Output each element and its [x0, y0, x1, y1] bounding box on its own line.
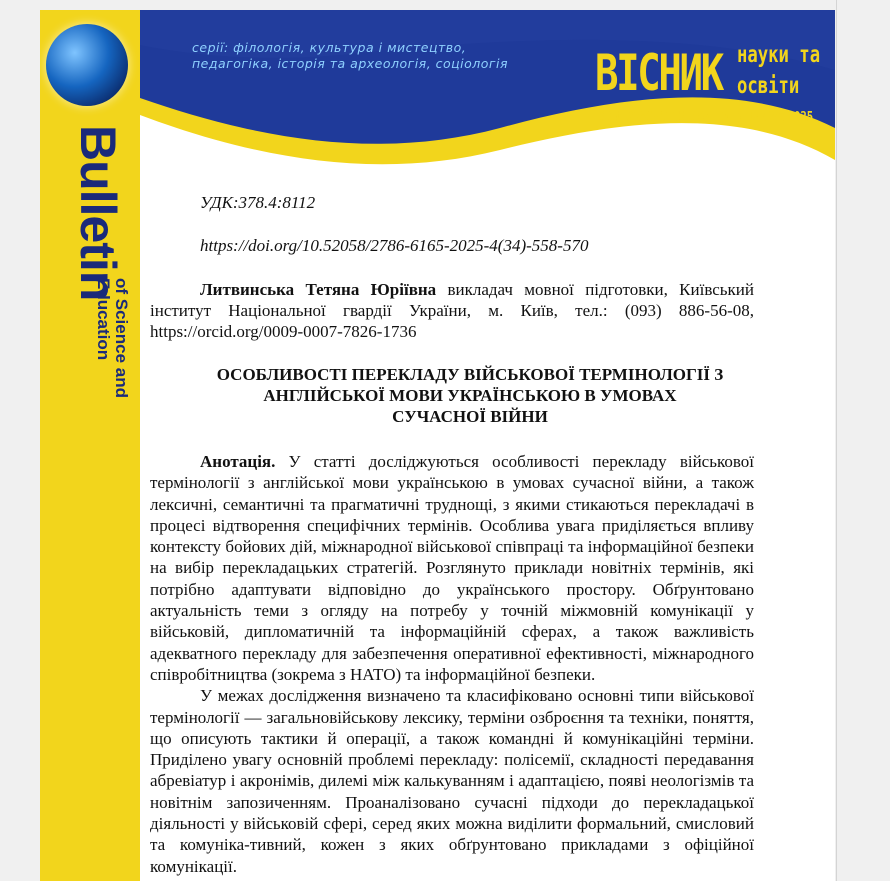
logo-side-bottom: освіти	[737, 73, 800, 99]
issn-issue: ISSN 2786-6165 (ONLINE) №4(34)2025	[595, 110, 814, 125]
side-sub-line2: Education	[94, 278, 114, 361]
side-sub-line1: of Science and	[112, 278, 131, 398]
journal-side-strip	[40, 10, 140, 881]
series-line1: серії: філологія, культура і мистецтво,	[192, 40, 467, 55]
abstract-paragraph-2: У межах дослідження визначено та класифіковано основні типи військової термінології — загальновійськову лексику, терміни озброєння та техніки, поняття, що описують тактики й операції, а також командні й комунікаційні терміни. Приділено увагу основній проблемі перекладу: полісемії, складності передавання абревіатур і акронімів, дилемі між калькуванням і адаптацією, появі неологізмів та новітнім запозиченням. Проаналізовано сучасні підходи до перекладацької діяльності у військовій сфері, серед яких можна виділити формальний, смисловий та комуніка-тивний, кожен з яких обґрунтовано прикладами з офіційної комунікації.	[150, 686, 754, 876]
logo-side-top: науки та	[737, 42, 821, 68]
udc-code: УДК:378.4:8112	[200, 193, 316, 212]
logo-main-word: ВІСНИК	[595, 44, 722, 102]
journal-logo	[595, 38, 820, 134]
abstract	[150, 451, 754, 877]
article-title	[150, 364, 790, 427]
title-line1: ОСОБЛИВОСТІ ПЕРЕКЛАДУ ВІЙСЬКОВОЇ ТЕРМІНОЛОГІЇ З	[216, 365, 724, 384]
page-edge-divider	[836, 0, 837, 881]
journal-header-banner	[140, 10, 835, 200]
title-line2: АНГЛІЙСЬКОЇ МОВИ УКРАЇНСЬКОЮ В УМОВАХ	[263, 386, 677, 405]
series-line2: педагогіка, історія та археологія, соціологія	[192, 56, 508, 71]
document-page	[40, 10, 835, 881]
author-info	[150, 279, 754, 342]
title-line3: СУЧАСНОЇ ВІЙНИ	[392, 407, 548, 426]
author-details: викладач мовної підготовки, Київський інститут Національної гвардії України, м. Київ, тел.: (093) 886-56-08, https://orcid.org/0009-0007-7826-1736	[150, 280, 754, 341]
author-name: Литвинська Тетяна Юріївна	[200, 280, 437, 299]
abstract-p1-text: У статті досліджуються особливості перекладу військової термінології з англійської мови українською в умовах сучасної війни, а також лексичні, семантичні та прагматичні труднощі, з якими стикаються перекладачі в процесі відтворення специфічних термінів. Особлива увага приділяється впливу контексту бойових дій, міжнародної військової співпраці та інформаційної безпеки на вибір перекладацьких стратегій. Розглянуто приклади новітніх термінів, які потрібно адаптувати відповідно до українського простору. Обґрунтовано актуальність теми з огляду на потребу у точній міжмовній комунікації у військовій, дипломатичній та інформаційній сферах, а також важливість адекватного перекладу для забезпечення оперативної ефективності, міжнародного співробітництва (зокрема з НАТО) та інформаційної безпеки.	[150, 452, 754, 684]
side-journal-title: Bulletin	[70, 125, 126, 301]
side-journal-subtitle	[90, 278, 130, 398]
doi-link[interactable]: https://doi.org/10.52058/2786-6165-2025-4(34)-558-570	[200, 236, 589, 255]
logo-side-words	[737, 40, 820, 102]
journal-series	[192, 40, 552, 72]
globe-head-logo-icon	[46, 24, 128, 106]
abstract-paragraph-1	[150, 451, 754, 685]
abstract-label: Анотація.	[200, 452, 276, 471]
